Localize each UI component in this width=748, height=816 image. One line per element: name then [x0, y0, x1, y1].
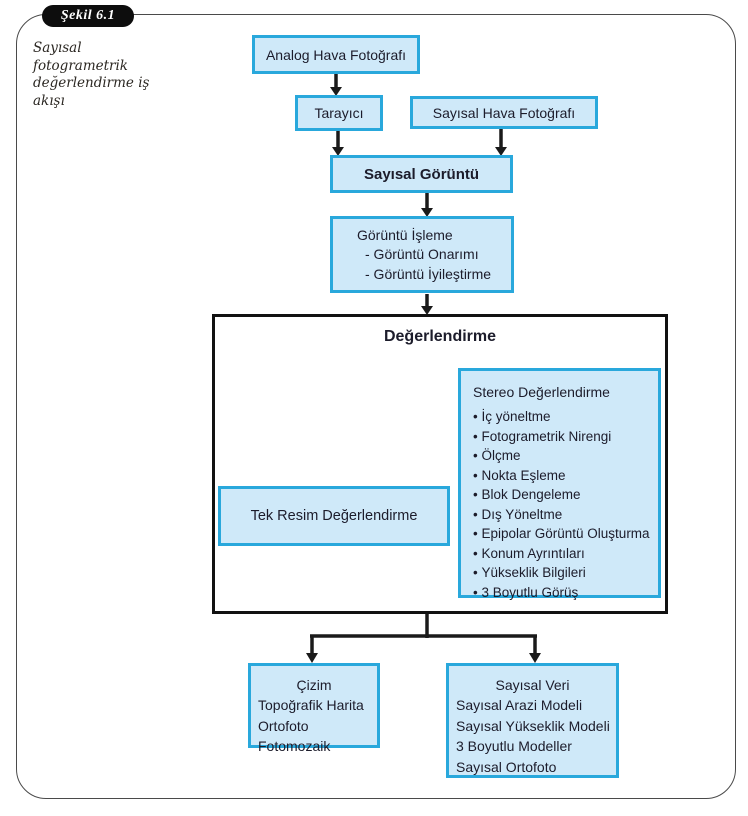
list-item: • Dış Yöneltme [461, 505, 658, 525]
node-tek-resim-degerlendirme [218, 486, 450, 546]
list-item: • Blok Dengeleme [461, 485, 658, 505]
list-item: Sayısal Ortofoto [456, 758, 557, 775]
node-goruntu-isleme [330, 216, 514, 293]
node-label: Analog Hava Fotoğrafı [265, 46, 407, 63]
list-item: • Ölçme [461, 446, 658, 466]
list-item: • Nokta Eşleme [461, 466, 658, 486]
list-item: - Görüntü Onarımı [365, 246, 479, 262]
node-title: Çizim [296, 677, 332, 693]
figure-tag [42, 5, 134, 27]
node-label: Tek Resim Değerlendirme [250, 508, 418, 524]
list-item: Fotomozaik [258, 738, 331, 754]
node-analog-hava-fotografi [252, 35, 420, 74]
figure-tag-label: Şekil 6.1 [60, 8, 116, 23]
node-item-list [251, 695, 377, 757]
node-item-list [461, 407, 658, 602]
list-item: 3 Boyutlu Modeller [456, 738, 572, 754]
list-item: Topoğrafik Harita [258, 697, 364, 713]
list-item: Sayısal Yükseklik Modeli [456, 717, 610, 734]
list-item: • Epipolar Görüntü Oluşturma [461, 524, 658, 544]
node-label: Tarayıcı [314, 105, 364, 121]
list-item: Sayısal Arazi Modeli [456, 697, 583, 713]
list-item: - Görüntü İyileştirme [365, 266, 492, 282]
node-cizim-outputs [248, 663, 380, 754]
node-item-list [333, 244, 511, 284]
node-tarayici [295, 95, 383, 131]
node-title: Görüntü İşleme [357, 227, 453, 243]
list-item: • Konum Ayrıntıları [461, 544, 658, 564]
list-item: • İç yöneltme [461, 407, 658, 427]
node-stereo-degerlendirme [458, 368, 661, 598]
list-item: • Yükseklik Bilgileri [461, 563, 658, 583]
list-item: Ortofoto [258, 717, 309, 734]
node-title: Sayısal Veri [495, 677, 570, 693]
node-title: Stereo Değerlendirme [473, 384, 610, 400]
node-sayisal-goruntu [330, 155, 513, 193]
node-sayisal-hava-fotografi [410, 96, 598, 129]
list-item: • 3 Boyutlu Görüş [461, 583, 658, 603]
node-label: Sayısal Görüntü [363, 165, 480, 183]
node-label: Sayısal Hava Fotoğrafı [432, 104, 576, 121]
figure-caption: Sayısal fotogrametrik değerlendirme iş akışı [33, 40, 150, 109]
node-sayisal-veri-outputs [446, 663, 619, 778]
node-item-list [449, 695, 616, 777]
container-title: Değerlendirme [383, 328, 497, 345]
list-item: • Fotogrametrik Nirengi [461, 427, 658, 447]
